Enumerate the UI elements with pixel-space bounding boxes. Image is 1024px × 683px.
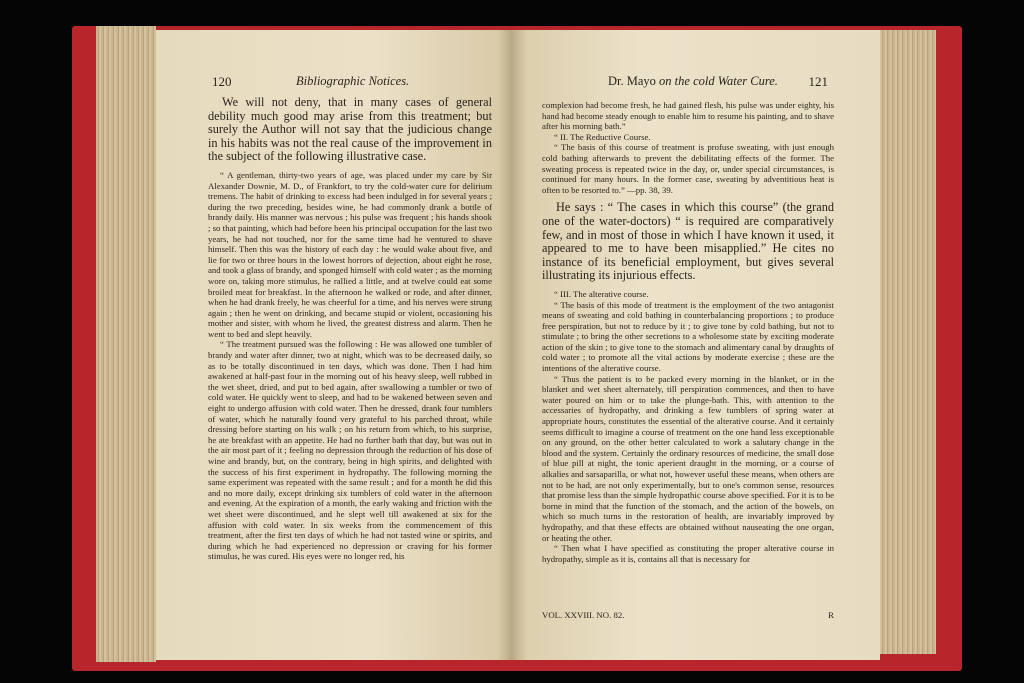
page-footer [542,610,834,620]
right-page [512,30,880,660]
volume-line: VOL. XXVIII. NO. 82. [542,610,625,620]
section-heading: “ III. The alterative course. [554,288,649,299]
quote-paragraph: “ The basis of this course of treatment is profuse sweating, with just enough cold bathing afterwards to prevent the debilitating effects of the former. The sweating process is repeated twice in the day, or, under special circumstances, is continued for many hours. In the former case, sweating by adventitious heat is often to be resorted to.” —pp. 38, 39. [542,142,834,195]
page-number: 120 [212,74,232,89]
quote-paragraph: “ The basis of this mode of treatment is the employment of the two antagonist means of sweating and cold bathing in counterbalancing proportions ; to produce free perspiration, but not to reduce by it ; to give tone by cold bathing, but not to stimulate ; to bring the other secretions to a wholesome state by exciting moderate action of the skin ; to give tone to the stomach and alimentary canal by draughts of cold water ; to promote all the vital actions by moderate exercise ; these are the intentions of the alterative course. [542,299,834,374]
running-head: Bibliographic Notices. [296,74,410,88]
quote-paragraph: “ Then what I have specified as constituting the proper alterative course in hydropathy, simple as it is, contains all that is necessary for [542,543,834,564]
intro-paragraph: We will not deny, that in many cases of general debility much good may arise from this treatment; but surely the Author will not say that the judicious change in his habits was not the real cause of the improvement in the subject of the following illustrative case. [208,95,492,164]
left-page-body [208,96,492,562]
running-head [608,74,778,89]
signature-mark: R [828,610,834,620]
page-number: 121 [808,74,828,89]
commentary-paragraph: He says : “ The cases in which this course” (the grand one of the water-doctors) “ is required are comparatively few, and in most of those in which I have known it used, it appeared to me to have been misapplied.” He cites no instance of its beneficial employment, but gives several illustrating its injurious effects. [542,200,834,283]
running-head-author: Dr. Mayo [608,74,656,88]
right-page-edges [880,30,936,654]
quote-paragraph: “ Thus the patient is to be packed every morning in the blanket, or in the blanket and wet sheet alternately, till perspiration commences, and then to have water poured on him or to take the plunge-bath. This, with attention to the accessaries of hydropathy, and drinking a few tumblers of spring water at appropriate hours, constitutes the essential of the alterative course. And it certainly seems difficult to imagine a course of treatment on the one hand less exceptionable on any ground, on the other better calculated to work a salutary change in the blood and the system. Certainly the ordinary resources of medicine, the small dose of blue pill at night, the tonic aperient draught in the morning, or a course of alkalies and sarsaparilla, or what not, however useful these means, when others are not to be had, are not only experimentally, but to one's common sense, resources that promise less than the simple hydropathic course above specified. For it is to be borne in mind that the function of the stomach, and the action of the bowels, on which so much turns in the restoration of health, are invariably improved by hydropathy, and that these effects are obtained without nauseating the one organ, or heating the other. [542,373,834,543]
running-head-title: on the cold Water Cure. [659,74,778,88]
section-heading: “ II. The Reductive Course. [554,131,651,142]
continued-paragraph: complexion had become fresh, he had gained flesh, his pulse was under eighty, his hand had become steady enough to enable him to resume his painting, and to shave after his morning bath.” [542,100,834,132]
left-page [156,30,512,660]
quote-paragraph: “ The treatment pursued was the following : He was allowed one tumbler of brandy and water after dinner, two at night, which was to be decreased daily, so as to be totally discontinued in ten days, which was done. Then I had him awakened at half-past four in the morning out of his heavy sleep, well rubbed in the wet sheet, dried, and put to bed again, after swallowing a tumbler or two of cold water. He quickly went to sleep, and had to be wakened between seven and eight to undergo affusion with cold water. Then he dressed, drank four tumblers of water, which he naturally found very grateful to his parched throat, while dressing before starting on his walk ; on his return from which, to his surprise, he ate breakfast with an appetite. He had no further bath that day, but was out in the air most part of it ; feeling no depression through the reduction of his dose of wine and brandy, but, on the contrary, being in high spirits, and delighted with the success of his first experiment in hydropathy. The following morning the same experiment was repeated with the same result ; and for a month he did this and no more daily, except drinking six tumblers of cold water in the afternoon and evening. At the expiration of a month, the early waking and friction with the wet sheet were discontinued, and he slept well till awakened at six for the affusion with cold water. In six weeks from the commencement of this treatment, after the first ten days of which he had not tasted wine or spirits, and during which he had experienced no depression or craving for his former stimulus, he was cured. His eyes were no longer red, his [208,339,492,562]
left-page-edges [96,26,156,662]
right-page-body [542,100,834,564]
quote-paragraph: “ A gentleman, thirty-two years of age, was placed under my care by Sir Alexander Downie, M. D., of Frankfort, to try the cold-water cure for delirium tremens. The habit of drinking to excess had been indulged in for several years ; during the two preceding, besides wine, he had commonly drank a bottle of brandy daily. His manner was nervous ; his pulse was frequent ; his hands shook ; so that painting, which had before been his principal occupation for the last two years, he had not touched, nor for the same time had he ventured to shave himself. Then this was the history of each day : he would wake about five, and lie for two or three hours in the lowest horrors of dejection, about eight he rose, and took a glass of brandy, and sponged himself with cold water ; as the morning wore on, taking more stimulus, he rallied a little, and at twelve could eat some broiled meat for breakfast. In the afternoon he walked or rode, and after dinner, when he had drank freely, he was cheerful for a time, and his nerves were strung again ; then he went on drinking, and became stupid or violent, occasioning his mother and sister, with whom he lived, the greatest distress and alarm. Then he went to bed and slept heavily. [208,169,492,339]
